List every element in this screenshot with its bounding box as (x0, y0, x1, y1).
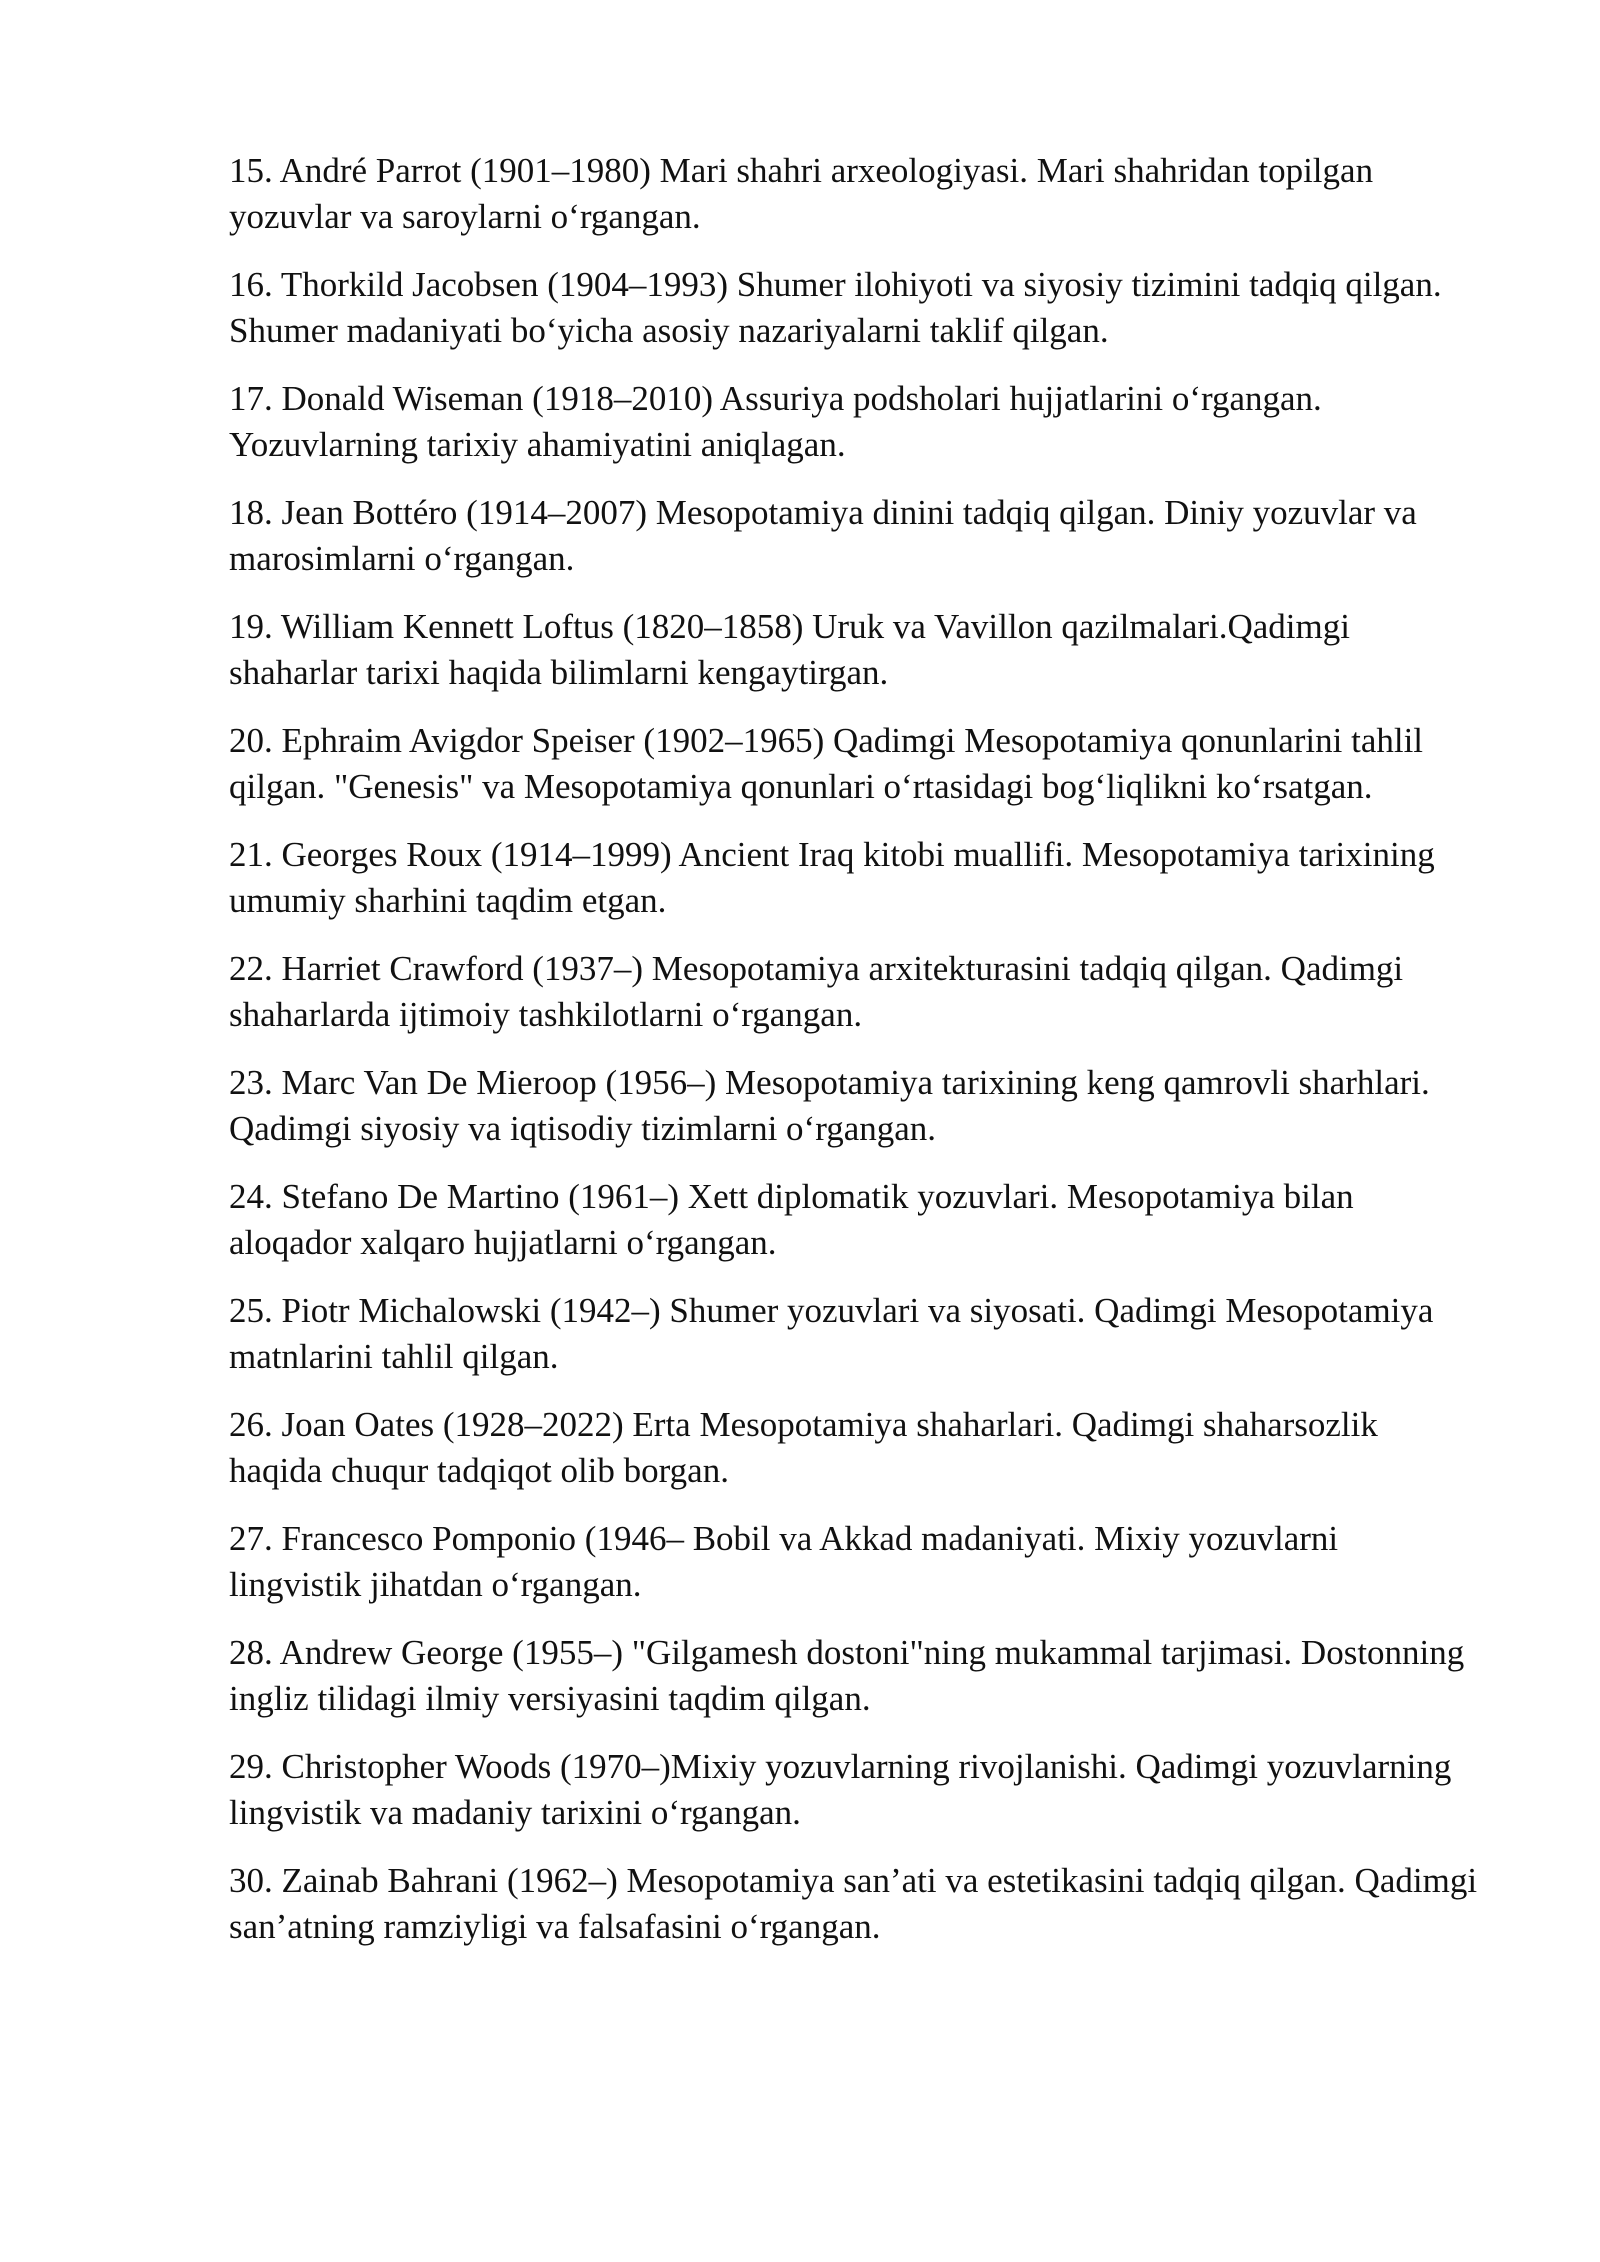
list-item: 22. Harriet Crawford (1937–) Mesopotamiya arxitekturasini tadqiq qilgan. Qadimgi shaharlarda ijtimoiy tashkilotlarni o‘rgangan. (229, 949, 1404, 1034)
list-item: 21. Georges Roux (1914–1999) Ancient Iraq kitobi muallifi. Mesopotamiya tarixining umumiy sharhini taqdim etgan. (229, 835, 1435, 920)
list-item: 19. William Kennett Loftus (1820–1858) Uruk va Vavillon qazilmalari.Qadimgi shaharlar tarixi haqida bilimlarni kengaytirgan. (229, 607, 1350, 692)
list-item: 29. Christopher Woods (1970–)Mixiy yozuvlarning rivojlanishi. Qadimgi yozuvlarning lingvistik va madaniy tarixini o‘rgangan. (229, 1747, 1452, 1832)
list-item: 23. Marc Van De Mieroop (1956–) Mesopotamiya tarixining keng qamrovli sharhlari. Qadimgi siyosiy va iqtisodiy tizimlarni o‘rgangan. (229, 1063, 1430, 1148)
list-item: 15. André Parrot (1901–1980) Mari shahri arxeologiyasi. Mari shahridan topilgan yozuvlar va saroylarni o‘rgangan. (229, 151, 1374, 236)
list-item: 20. Ephraim Avigdor Speiser (1902–1965) Qadimgi Mesopotamiya qonunlarini tahlil qilgan. "Genesis" va Mesopotamiya qonunlari o‘rtasidagi bog‘liqlikni ko‘rsatgan. (229, 721, 1424, 806)
list-item: 24. Stefano De Martino (1961–) Xett diplomatik yozuvlari. Mesopotamiya bilan aloqador xalqaro hujjatlarni o‘rgangan. (229, 1177, 1354, 1262)
list-item: 16. Thorkild Jacobsen (1904–1993) Shumer ilohiyoti va siyosiy tizimini tadqiq qilgan. Shumer madaniyati bo‘yicha asosiy nazariyalarni taklif qilgan. (229, 265, 1442, 350)
document-body (229, 148, 1479, 1972)
list-item: 27. Francesco Pomponio (1946– Bobil va Akkad madaniyati. Mixiy yozuvlarni lingvistik jihatdan o‘rgangan. (229, 1519, 1339, 1604)
list-item: 28. Andrew George (1955–) "Gilgamesh dostoni"ning mukammal tarjimasi. Dostonning ingliz tilidagi ilmiy versiyasini taqdim qilgan. (229, 1633, 1465, 1718)
list-item: 18. Jean Bottéro (1914–2007) Mesopotamiya dinini tadqiq qilgan. Diniy yozuvlar va marosimlarni o‘rgangan. (229, 493, 1417, 578)
list-item: 17. Donald Wiseman (1918–2010) Assuriya podsholari hujjatlarini o‘rgangan. Yozuvlarning tarixiy ahamiyatini aniqlagan. (229, 379, 1322, 464)
list-item: 30. Zainab Bahrani (1962–) Mesopotamiya san’ati va estetikasini tadqiq qilgan. Qadimgi san’atning ramziyligi va falsafasini o‘rgangan. (229, 1861, 1478, 1946)
list-item: 26. Joan Oates (1928–2022) Erta Mesopotamiya shaharlari. Qadimgi shaharsozlik haqida chuqur tadqiqot olib borgan. (229, 1405, 1378, 1490)
list-item: 25. Piotr Michalowski (1942–) Shumer yozuvlari va siyosati. Qadimgi Mesopotamiya matnlarini tahlil qilgan. (229, 1291, 1434, 1376)
